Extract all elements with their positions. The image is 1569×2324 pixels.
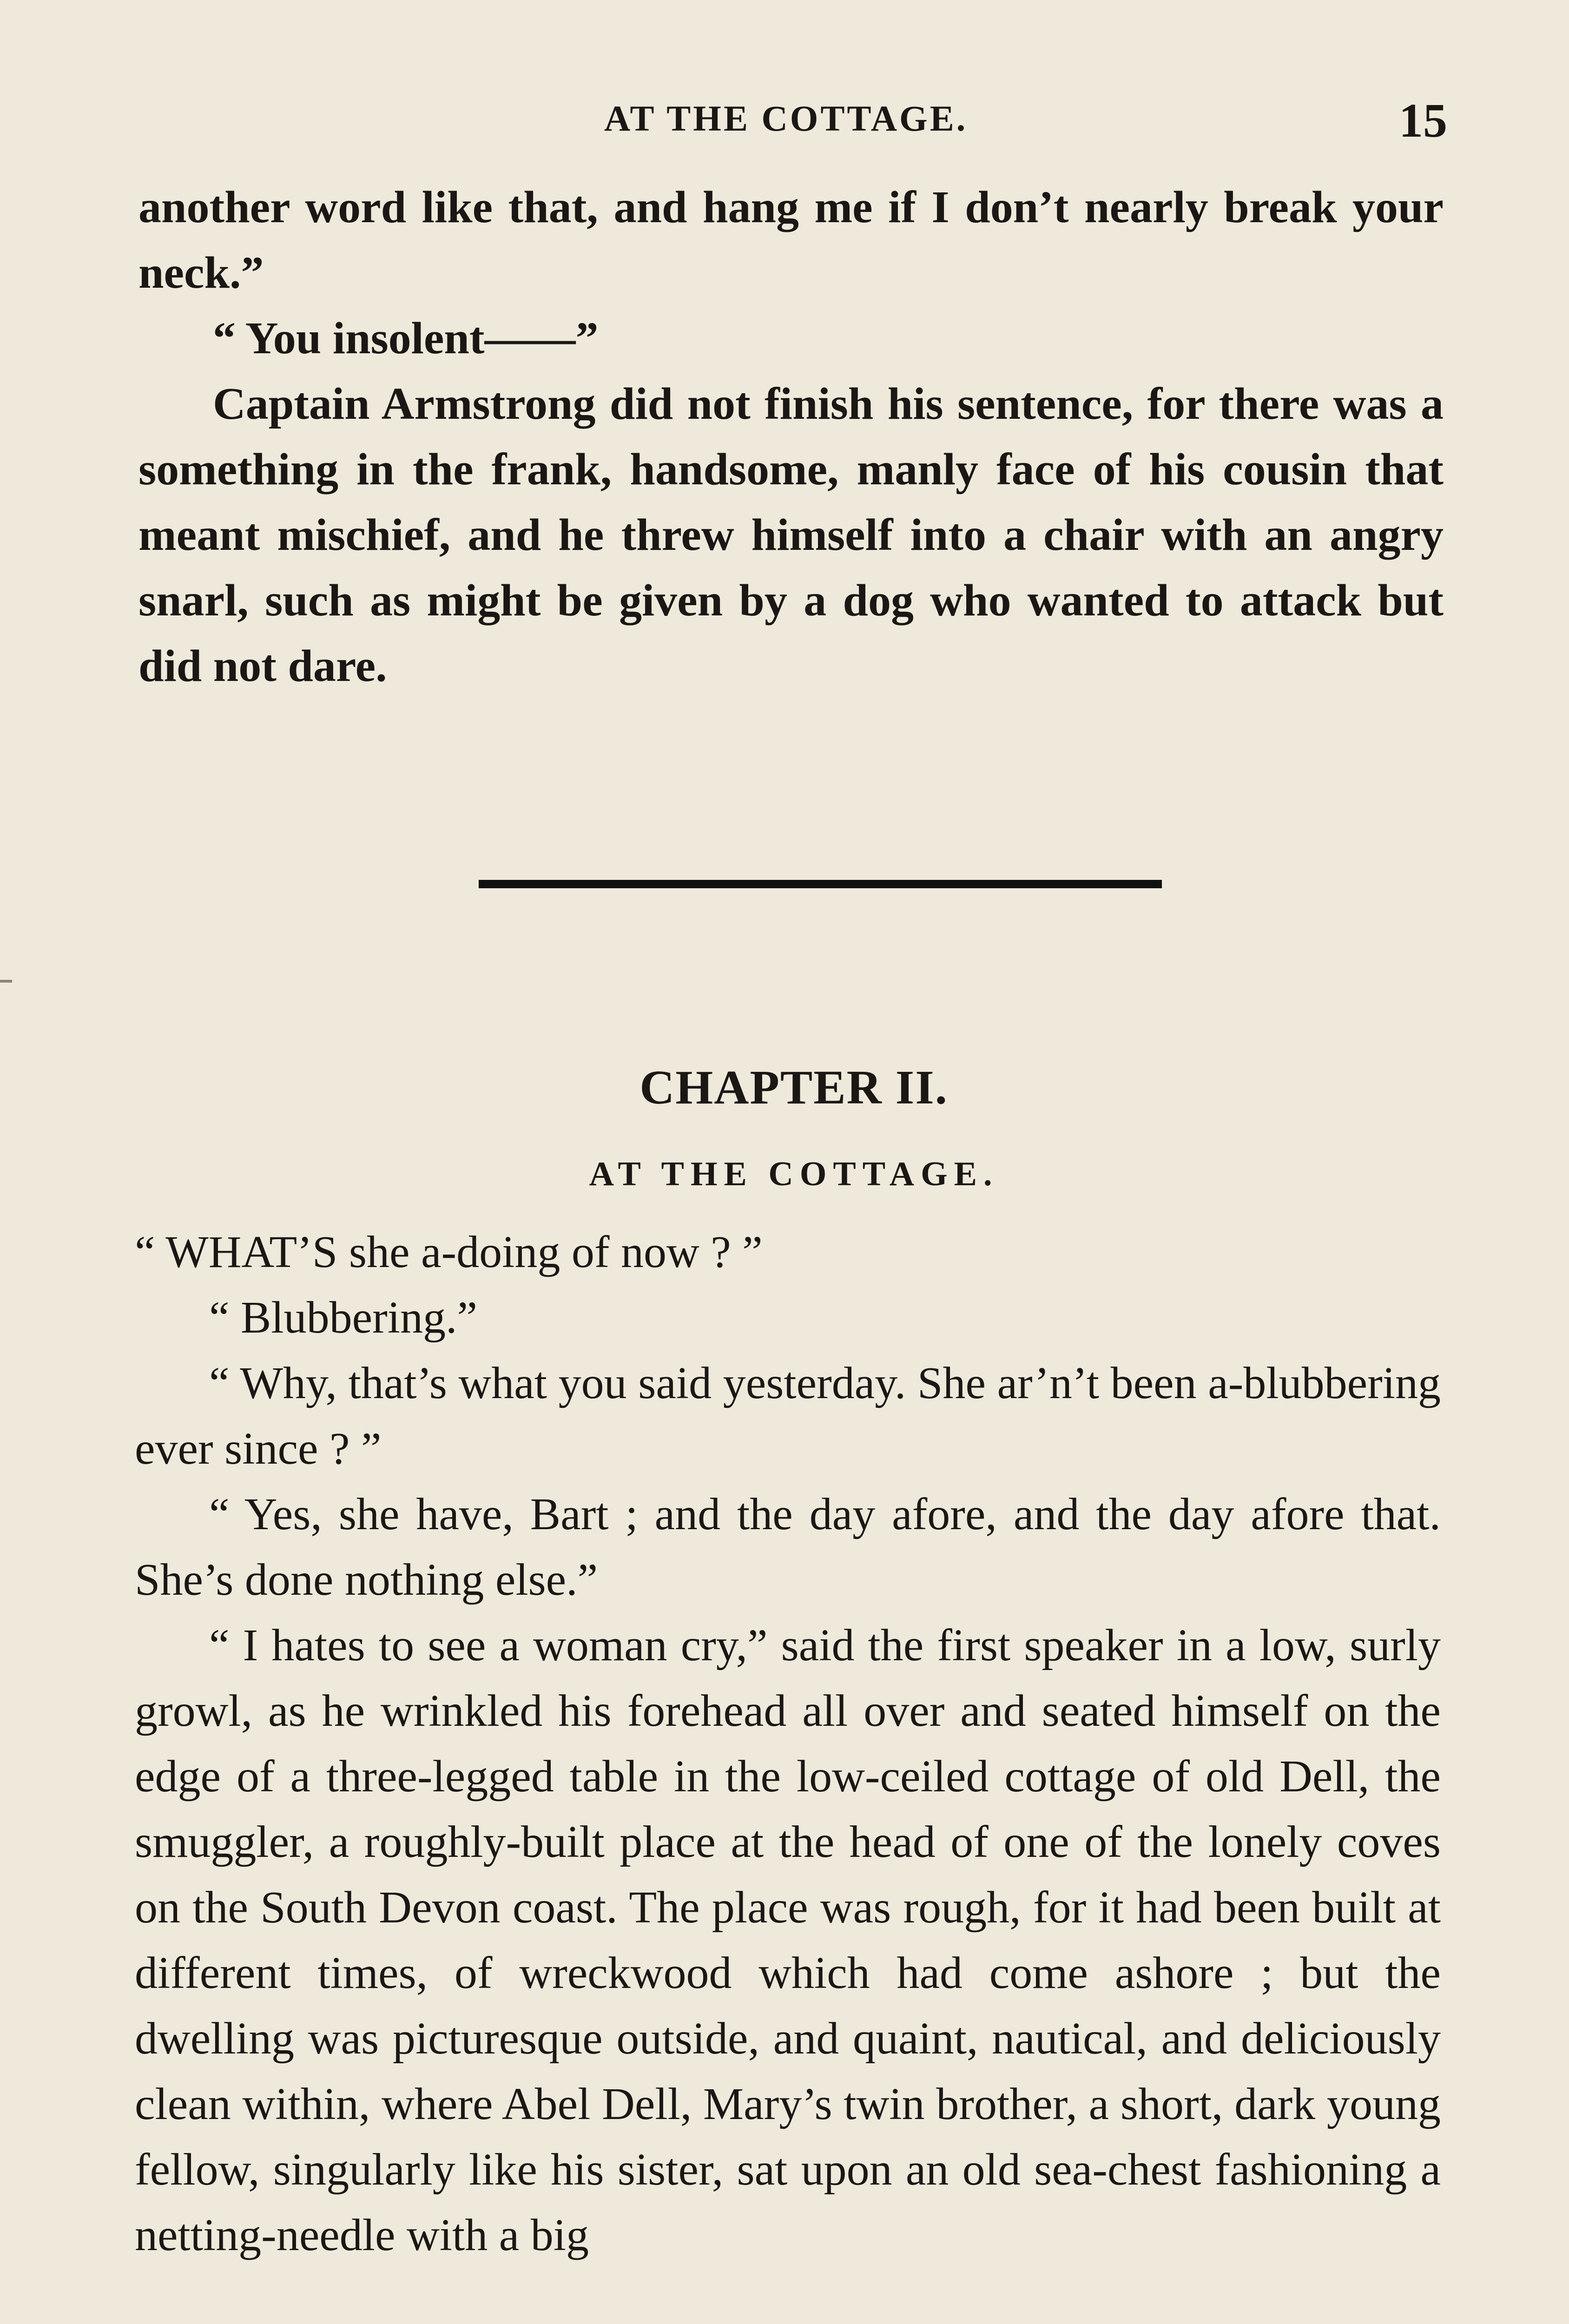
section-divider-rule	[479, 880, 1162, 888]
paragraph: “ Why, that’s what you said yesterday. She ar’n’t been a-blubbering ever since ? ”	[135, 1358, 1441, 1474]
paragraph: “ I hates to see a woman cry,” said the first speaker in a low, surly growl, as he wrinkled his forehead all over and seated himself on the edge of a three-legged table in the low-ceiled cottage of old Dell, the smuggler, a roughly-built place at the head of one of the lonely coves on the South Devon coast. The place was rough, for it had been built at different times, of wreckwood which had come ashore ; but the dwelling was picturesque outside, and quaint, nautical, and deliciously clean within, where Abel Dell, Mary’s twin brother, a short, dark young fellow, singularly like his sister, sat upon an old sea-chest fashioning a netting-needle with a big	[135, 1620, 1441, 2260]
chapter-subtitle: AT THE COTTAGE.	[589, 1155, 999, 1193]
page-number: 15	[1399, 94, 1447, 147]
chapter-title: CHAPTER II.	[639, 1061, 948, 1114]
paragraph: “ You insolent——”	[213, 313, 599, 363]
paragraph: “ WHAT’S she a-doing of now ? ”	[135, 1227, 763, 1277]
running-head-title: AT THE COTTAGE.	[604, 98, 968, 139]
paragraph: “ Blubbering.”	[209, 1293, 477, 1343]
section-two-text	[135, 1220, 1441, 2268]
paragraph: Captain Armstrong did not finish his sentence, for there was a something in the frank, handsome, manly face of his cousin that meant mischief, and he threw himself into a chair with an angry snarl, such as might be given by a dog who wanted to attack but did not dare.	[138, 379, 1444, 691]
paragraph: “ Yes, she have, Bart ; and the day afore, and the day afore that. She’s done nothing else.”	[135, 1489, 1441, 1605]
running-head	[0, 93, 1569, 147]
paragraph: another word like that, and hang me if I don’t nearly break your neck.”	[138, 182, 1444, 298]
section-one-text	[138, 175, 1444, 699]
scan-edge-mark	[0, 980, 12, 983]
